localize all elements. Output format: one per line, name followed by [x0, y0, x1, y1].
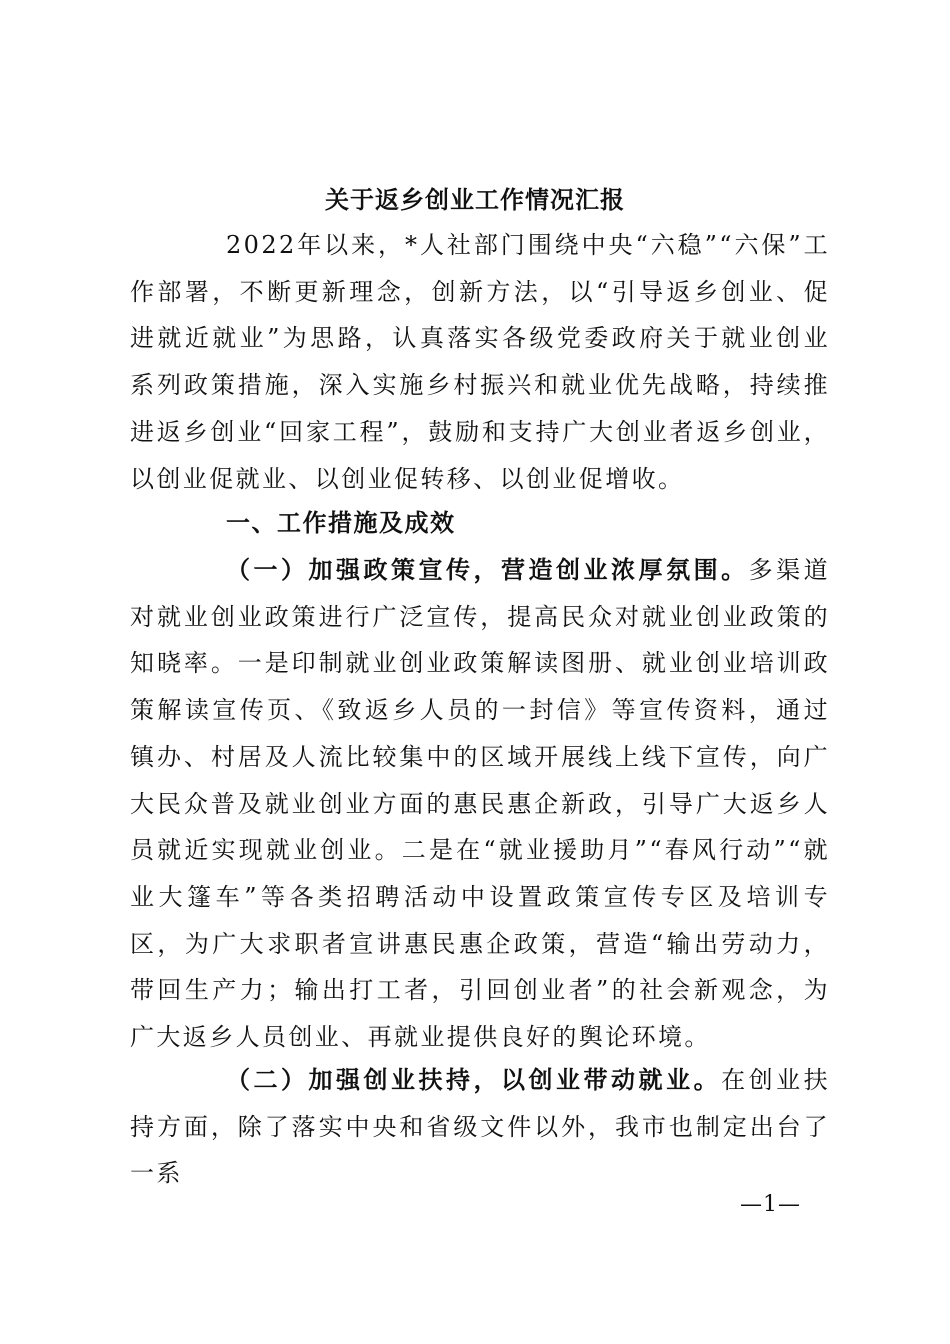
item-2-paragraph	[130, 1057, 830, 1197]
item-1-text: 多渠道对就业创业政策进行广泛宣传，提高民众对就业创业政策的知晓率。一是印制就业创业政策解读图册、就业创业培训政策解读宣传页、《致返乡人员的一封信》等宣传资料，通过镇办、村居及人流比较集中的区域开展线上线下宣传，向广大民众普及就业创业方面的惠民惠企新政，引导广大返乡人员就近实现就业创业。二是在“就业援助月”“春风行动”“就业大篷车”等各类招聘活动中设置政策宣传专区及培训专区，为广大求职者宣讲惠民惠企政策，营造“输出劳动力，带回生产力；输出打工者，引回创业者”的社会新观念，为广大返乡人员创业、再就业提供良好的舆论环境。	[130, 556, 830, 1052]
section-heading-1: 一、工作措施及成效	[226, 509, 456, 537]
item-1-paragraph	[130, 547, 830, 1061]
item-2-lead: （二）加强创业扶持，以创业带动就业。	[226, 1065, 722, 1094]
item-2-text: 在创业扶持方面，除了落实中央和省级文件以外，我市也制定出台了一系	[130, 1066, 830, 1188]
item-1-lead: （一）加强政策宣传，营造创业浓厚氛围。	[226, 555, 749, 584]
intro-paragraph: 2022年以来，*人社部门围绕中央“六稳”“六保”工作部署，不断更新理念，创新方法，以“引导返乡创业、促进就近就业”为思路，认真落实各级党委政府关于就业创业系列政策措施，深入实施乡村振兴和就业优先战略，持续推进返乡创业“回家工程”，鼓励和支持广大创业者返乡创业，以创业促就业、以创业促转移、以创业促增收。	[130, 231, 830, 493]
page-number: —1—	[740, 1192, 801, 1217]
document-title: 关于返乡创业工作情况汇报	[325, 185, 625, 214]
